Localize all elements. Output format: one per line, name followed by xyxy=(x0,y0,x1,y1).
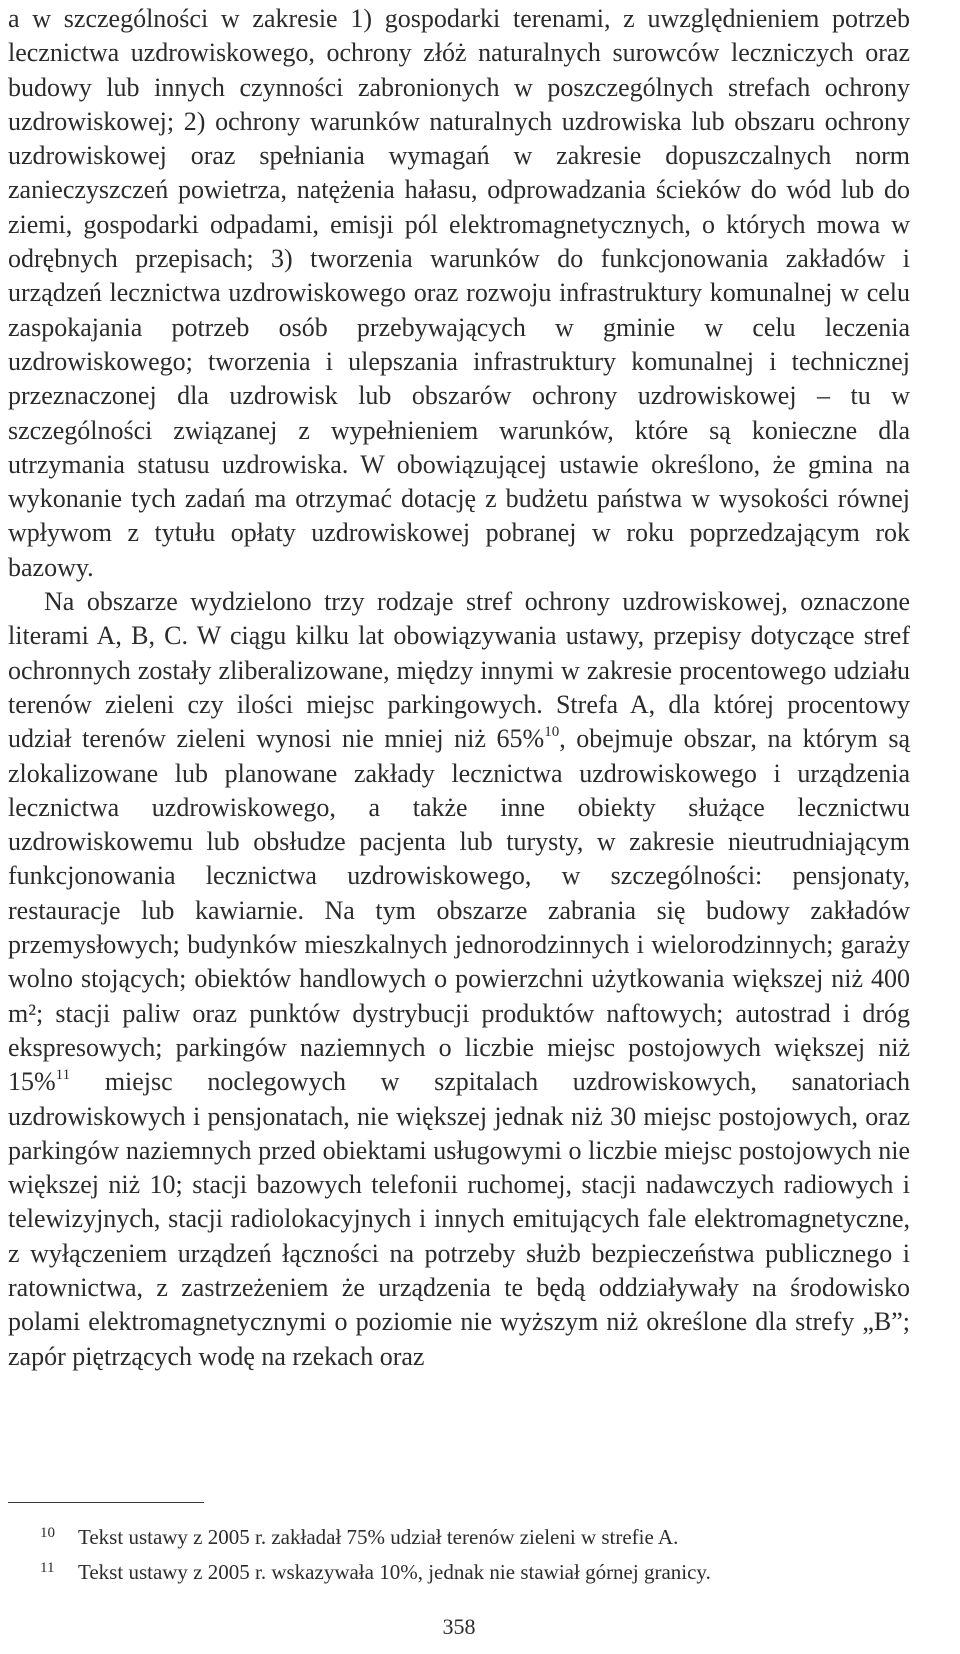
paragraph-2-text-c: miejsc noclegowych w szpitalach uzdrowiskowych, sanatoriach uzdrowiskowych i pensjonatach, nie większej jednak niż 30 miejsc postojowych, oraz parkingów naziemnych przed obiektami usługowymi o liczbie miejsc postojowych nie większej niż 10; stacji bazowych telefonii ruchomej, stacji nadawczych radiowych i telewizyjnych, stacji radiolokacyjnych i innych emitujących fale elektromagnetyczne, z wyłączeniem urządzeń łączności na potrzeby służb bezpieczeństwa publicznego i ratownictwa, z zastrzeżeniem że urządzenia te będą oddziaływały na środowisko polami elektromagnetycznymi o poziomie nie wyższym niż określone dla strefy „B”; zapór piętrzących wodę na rzekach oraz xyxy=(8,1067,910,1371)
paragraph-2-text-b: , obejmuje obszar, na którym są zlokalizowane lub planowane zakłady lecznictwa uzdrowiskowego i urządzenia lecznictwa uzdrowiskowego, a także inne obiekty służące lecznictwu uzdrowiskowemu lub obsłudze pacjenta lub turysty, w zakresie nieutrudniającym funkcjonowania lecznictwa uzdrowiskowego, w szczególności: pensjonaty, restauracje lub kawiarnie. Na tym obszarze zabrania się budowy zakładów przemysłowych; budynków mieszkalnych jednorodzinnych i wielorodzinnych; garaży wolno stojących; obiektów handlowych o powierzchni użytkowania większej niż 400 m²; stacji paliw oraz punktów dystrybucji produktów naftowych; autostrad i dróg ekspresowych; parkingów naziemnych o liczbie miejsc postojowych większej niż 15% xyxy=(8,724,910,1097)
document-page xyxy=(8,0,910,1654)
footnote-text: Tekst ustawy z 2005 r. zakładał 75% udział terenów zieleni w strefie A. xyxy=(78,1525,679,1549)
footnotes xyxy=(40,1521,910,1591)
footnote-number: 11 xyxy=(40,1560,55,1576)
page-number: 358 xyxy=(442,1614,476,1639)
footnote-10 xyxy=(40,1521,910,1556)
footnote-11 xyxy=(40,1556,910,1591)
footnote-text: Tekst ustawy z 2005 r. wskazywała 10%, jednak nie stawiał górnej granicy. xyxy=(78,1560,711,1584)
footnote-divider xyxy=(8,1502,204,1503)
footnote-ref-11[interactable]: 11 xyxy=(55,1067,71,1084)
footnote-number: 10 xyxy=(40,1525,55,1541)
paragraph-1 xyxy=(8,2,910,585)
paragraph-2-text-a: Na obszarze wydzielono trzy rodzaje stref ochrony uzdrowiskowej, oznaczone literami A, B, C. W ciągu kilku lat obowiązywania ustawy, przepisy dotyczące stref ochronnych zostały zliberalizowane, między innymi w zakresie procentowego udziału terenów zieleni czy ilości miejsc parkingowych. Strefa A, dla której procentowy udział terenów zieleni wynosi nie mniej niż 65% xyxy=(8,587,910,754)
body-text xyxy=(8,2,910,1374)
paragraph-1-text: a w szczególności w zakresie 1) gospodarki terenami, z uwzględnieniem potrzeb lecznictwa uzdrowiskowego, ochrony złóż naturalnych surowców leczniczych oraz budowy lub innych czynności zabronionych w poszczególnych strefach ochrony uzdrowiskowej; 2) ochrony warunków naturalnych uzdrowiska lub obszaru ochrony uzdrowiskowej oraz spełniania wymagań w zakresie dopuszczalnych norm zanieczyszczeń powietrza, natężenia hałasu, odprowadzania ścieków do wód lub do ziemi, gospodarki odpadami, emisji pól elektromagnetycznych, o których mowa w odrębnych przepisach; 3) tworzenia warunków do funkcjonowania zakładów i urządzeń lecznictwa uzdrowiskowego oraz rozwoju infrastruktury komunalnej w celu zaspokajania potrzeb osób przebywających w gminie w celu leczenia uzdrowiskowego; tworzenia i ulepszania infrastruktury komunalnej i technicznej przeznaczonej dla uzdrowisk lub obszarów ochrony uzdrowiskowej – tu w szczególności związanej z wypełnieniem warunków, które są konieczne dla utrzymania statusu uzdrowiska. W obowiązującej ustawie określono, że gmina na wykonanie tych zadań ma otrzymać dotację z budżetu państwa w wysokości równej wpływom z tytułu opłaty uzdrowiskowej pobranej w roku poprzedzającym rok bazowy. xyxy=(8,4,910,582)
footnote-ref-10[interactable]: 10 xyxy=(544,724,560,741)
paragraph-2 xyxy=(8,585,910,1374)
